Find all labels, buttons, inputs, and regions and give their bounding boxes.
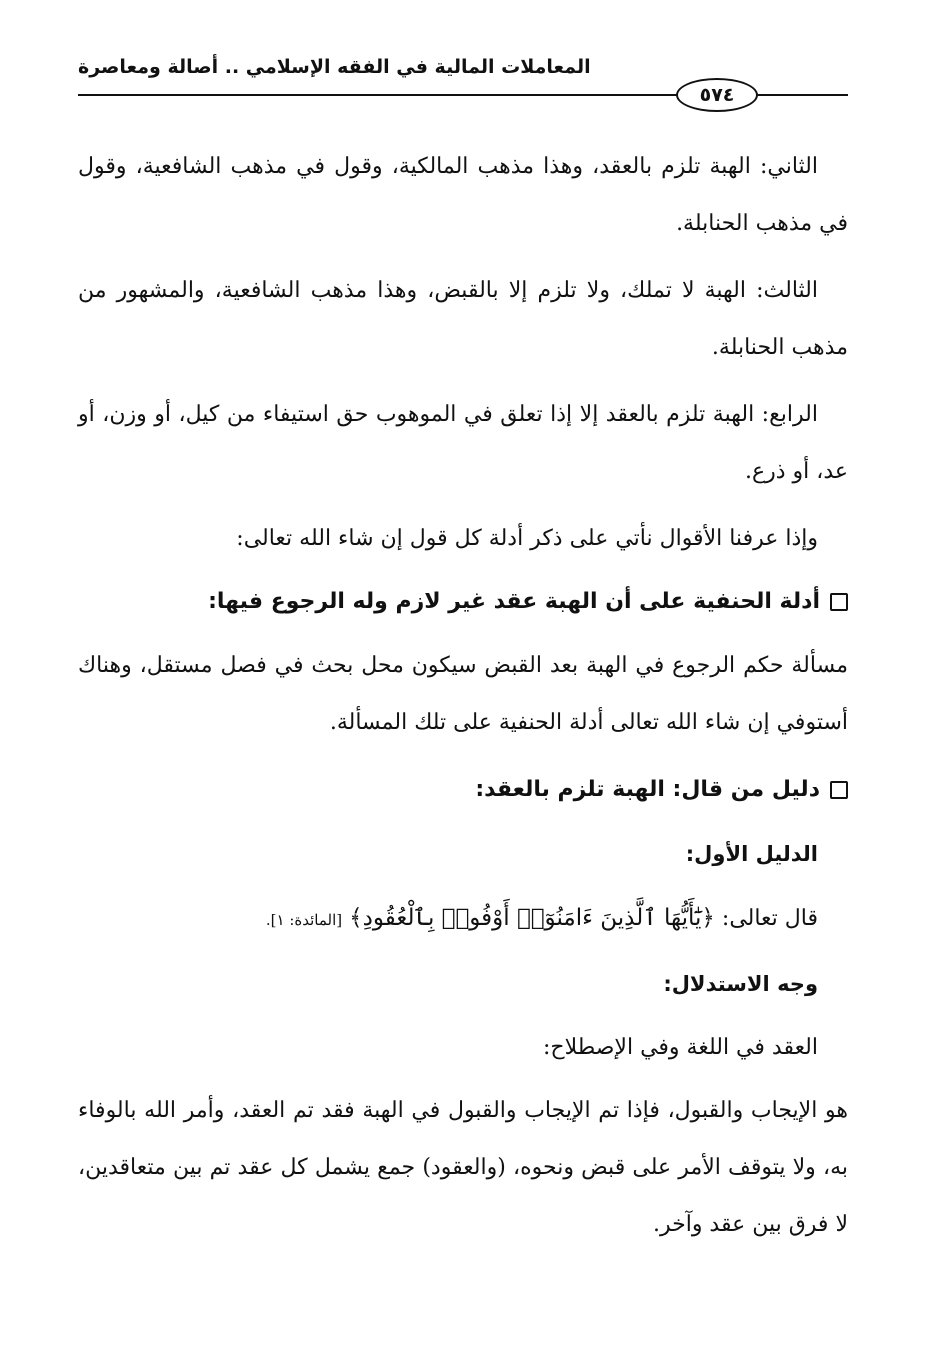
verse-intro: قال تعالى:	[721, 906, 818, 931]
verse-citation: [المائدة: ١].	[265, 911, 343, 929]
paragraph-transition: وإذا عرفنا الأقوال نأتي على ذكر أدلة كل قول إن شاء الله تعالى:	[236, 526, 818, 551]
quran-verse-line	[78, 889, 848, 949]
running-header	[78, 48, 848, 106]
section-heading-text: دليل من قال: الهبة تلزم بالعقد:	[475, 777, 820, 802]
section-heading-binding-evidence	[78, 761, 848, 819]
running-title: المعاملات المالية في الفقه الإسلامي .. أصالة ومعاصرة	[78, 56, 591, 78]
square-bullet-icon	[830, 593, 848, 611]
page-number-badge: ٥٧٤	[676, 78, 758, 112]
body-text	[78, 138, 848, 1253]
paragraph-hanafi-note: مسألة حكم الرجوع في الهبة بعد القبض سيكون محل بحث في فصل مستقل، وهناك أستوفي إن شاء الله تعالى أدلة الحنفية على تلك المسألة.	[78, 653, 848, 735]
quran-verse: ﴿يَٰٓأَيُّهَا ٱلَّذِينَ ءَامَنُوٓا۟ أَوْفُوا۟ بِٱلْعُقُودِ﴾	[349, 905, 715, 931]
subheading-inference: وجه الاستدلال:	[663, 972, 818, 996]
square-bullet-icon	[830, 781, 848, 799]
paragraph-third-opinion: الثالث: الهبة لا تملك، ولا تلزم إلا بالقبض، وهذا مذهب الشافعية، والمشهور من مذهب الحنابلة.	[78, 278, 848, 360]
section-heading-text: أدلة الحنفية على أن الهبة عقد غير لازم وله الرجوع فيها:	[208, 589, 820, 614]
section-heading-hanafi-evidence	[78, 573, 848, 631]
paragraph-fourth-opinion: الرابع: الهبة تلزم بالعقد إلا إذا تعلق في الموهوب حق استيفاء من كيل، أو وزن، أو عد، أو ذرع.	[78, 402, 848, 484]
paragraph-second-opinion: الثاني: الهبة تلزم بالعقد، وهذا مذهب المالكية، وقول في مذهب الشافعية، وقول في مذهب الحنابلة.	[78, 154, 848, 236]
subheading-first-evidence: الدليل الأول:	[685, 842, 818, 866]
book-page	[78, 48, 848, 1263]
paragraph-contract-definition-intro: العقد في اللغة وفي الإصطلاح:	[542, 1035, 818, 1060]
paragraph-contract-definition: هو الإيجاب والقبول، فإذا تم الإيجاب والقبول في الهبة فقد تم العقد، وأمر الله بالوفاء به، ولا يتوقف الأمر على قبض ونحوه، (والعقود) جمع يشمل كل عقد تم بين متعاقدين، لا فرق بين عقد وآخر.	[78, 1098, 848, 1237]
